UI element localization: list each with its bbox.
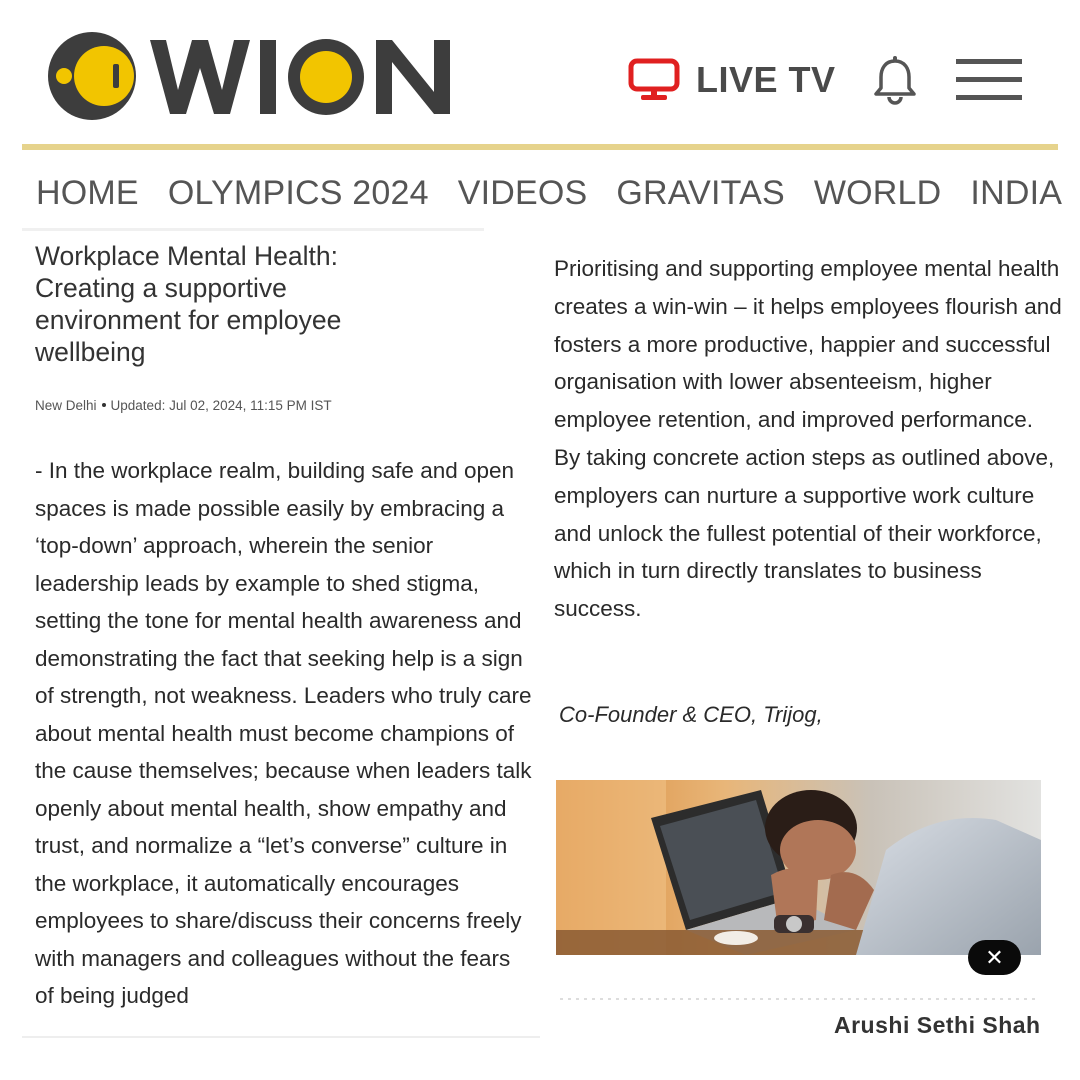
close-icon: ✕ xyxy=(985,944,1004,970)
article-photo xyxy=(556,780,1041,955)
article-body-left: - In the workplace realm, building safe and open spaces is made possible easily by embracing a ‘top-down’ approach, wherein the senior leadership leads by example to shed stigma, setting the tone for mental health awareness and demonstrating the fact that seeking help is a sign of strength, not weakness. Leaders who truly care about mental health must become champions of the cause themselves; because when leaders talk openly about mental health, show empathy and trust, and normalize a “let’s converse” culture in the workplace, it automatically encourages employees to share/discuss their concerns freely with managers and colleagues without the fears of being judged xyxy=(35,458,532,1008)
separator-dot xyxy=(102,403,106,407)
nav-item-videos[interactable]: VIDEOS xyxy=(457,174,588,212)
article-updated: Updated: Jul 02, 2024, 11:15 PM IST xyxy=(110,398,332,413)
article-headline: Workplace Mental Health: Creating a supportive environment for employee wellbeing xyxy=(35,241,342,367)
header-divider xyxy=(22,144,1058,150)
nav-item-gravitas[interactable]: GRAVITAS xyxy=(616,174,785,212)
wion-logo[interactable] xyxy=(46,28,456,124)
nav-item-olympics-2024[interactable]: OLYMPICS 2024 xyxy=(167,174,429,212)
article-left-column xyxy=(22,228,542,1038)
header-actions xyxy=(628,50,1024,110)
article-location: New Delhi xyxy=(35,398,97,413)
nav-item-home[interactable]: HOME xyxy=(36,174,139,212)
site-header xyxy=(0,0,1080,150)
nav-item-india[interactable]: INDIA xyxy=(970,174,1063,212)
tv-icon xyxy=(628,58,680,102)
main-nav xyxy=(36,174,1063,218)
nav-item-world[interactable]: WORLD xyxy=(813,174,942,212)
article-body-right: Prioritising and supporting employee mental health creates a win-win – it helps employees flourish and fosters a more productive, happier and successful organisation with lower absenteeism, higher employee retention, and improved performance. By taking concrete action steps as outlined above, employers can nurture a supportive work culture and unlock the fullest potential of their workforce, which in turn directly translates to business success. xyxy=(554,256,1062,622)
hamburger-menu-icon[interactable] xyxy=(954,55,1024,105)
divider xyxy=(560,998,1040,1000)
divider xyxy=(22,1036,540,1038)
article-right-column xyxy=(554,250,1064,628)
bell-icon[interactable] xyxy=(872,55,918,105)
divider xyxy=(22,228,484,231)
close-button[interactable] xyxy=(968,940,1021,975)
author-designation: Co-Founder & CEO, Trijog, xyxy=(559,702,823,727)
article-dateline xyxy=(35,398,332,413)
author-name: Arushi Sethi Shah xyxy=(834,1012,1041,1038)
live-tv-button[interactable] xyxy=(628,58,836,102)
live-tv-label: LIVE TV xyxy=(696,59,836,100)
